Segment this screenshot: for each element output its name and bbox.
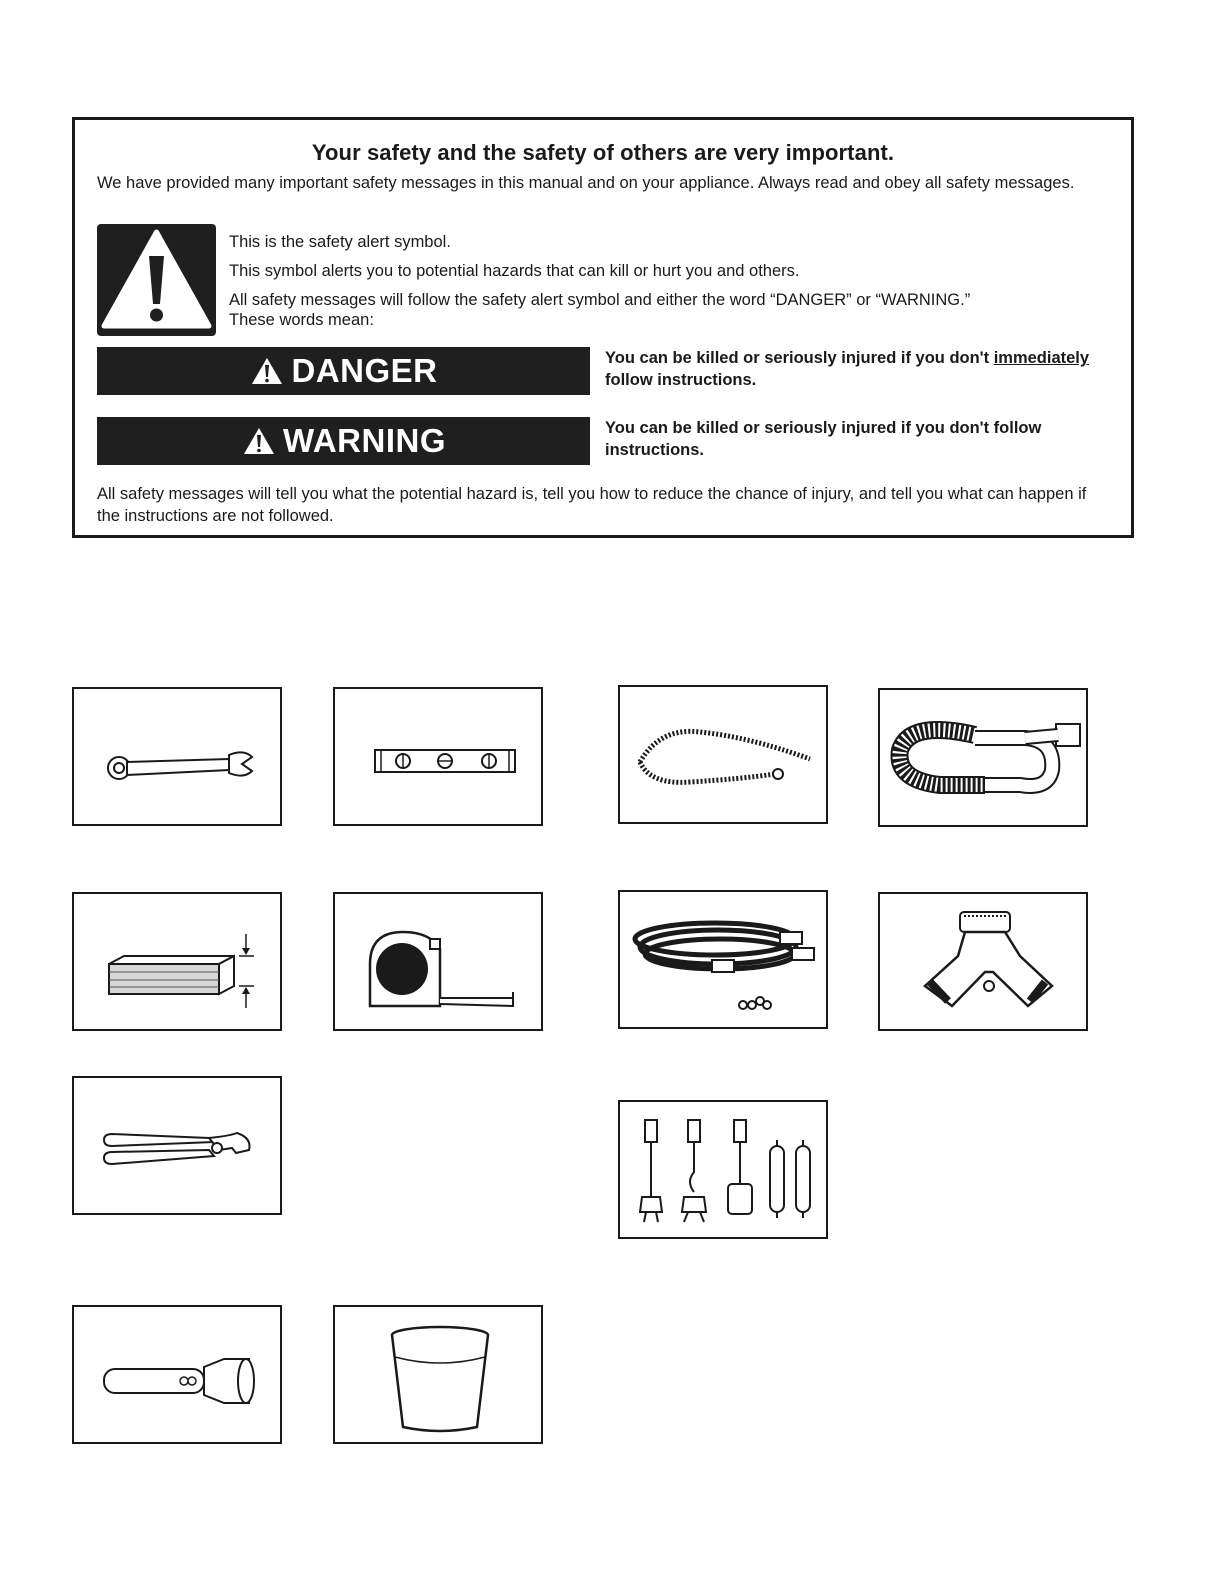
alert-line: This is the safety alert symbol. [229, 233, 451, 251]
open-end-wrench-icon [72, 687, 282, 826]
danger-label: DANGER [291, 352, 438, 389]
alert-line: This symbol alerts you to potential hazards that can kill or hurt you and others. [229, 262, 800, 280]
flashlight-icon [72, 1305, 282, 1444]
danger-signal-bar [97, 347, 590, 395]
safety-intro: We have provided many important safety messages in this manual and on your appliance. Always read and obey all safety messages. [97, 174, 1075, 192]
alert-line: These words mean: [229, 311, 374, 329]
safety-alert-triangle-icon [97, 224, 216, 336]
safety-footer-note: All safety messages will tell you what the potential hazard is, tell you how to reduce the chance of injury, and tell you what can happen if the instructions are not followed. [97, 485, 1087, 525]
warning-label: WARNING [283, 422, 446, 459]
power-cords-icon [618, 1100, 828, 1239]
safety-message-box [72, 117, 1134, 538]
safety-headline: Your safety and the safety of others are very important. [311, 140, 895, 165]
y-connector-icon [878, 892, 1088, 1031]
inlet-hoses-icon [618, 890, 828, 1029]
tape-measure-icon [333, 892, 543, 1031]
alert-line: All safety messages will follow the safety alert symbol and either the word “DANGER” or “WARNING.” [229, 291, 971, 309]
wood-block-icon [72, 892, 282, 1031]
beaded-tie-strap-icon [618, 685, 828, 824]
danger-emphasis: immediately [993, 349, 1090, 367]
pliers-icon [72, 1076, 282, 1215]
warning-triangle-icon [241, 425, 277, 457]
alert-symbol-explanation [229, 232, 970, 339]
warning-signal-bar [97, 417, 590, 465]
warning-triangle-icon [249, 355, 285, 387]
bucket-icon [333, 1305, 543, 1444]
drain-hose-icon [878, 688, 1088, 827]
warning-description: You can be killed or seriously injured if you don't follow instructions. [605, 419, 1042, 459]
danger-description: You can be killed or seriously injured if you don't immediately follow instructions. [605, 349, 1090, 389]
level-icon [333, 687, 543, 826]
